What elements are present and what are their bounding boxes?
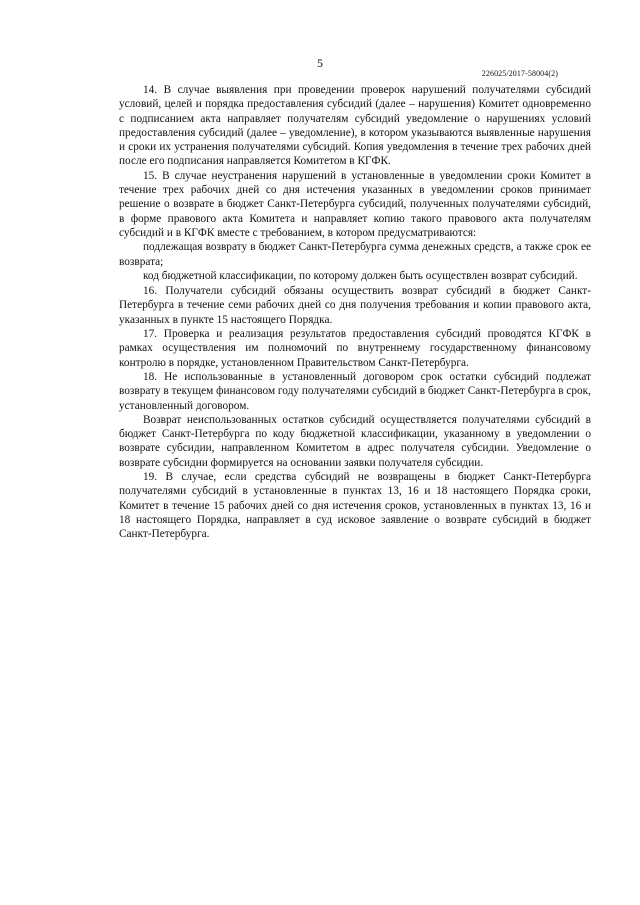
- paragraph-18-return: Возврат неиспользованных остатков субсидий осуществляется получателями субсидий в бюджет Санкт-Петербурга по коду бюджетной классификации, указанному в уведомлении о возврате субсидии, направленном Комитетом в адрес получателя субсидии. Уведомление о возврате субсидии формируется на основании заявки получателя субсидии.: [119, 413, 591, 469]
- paragraph-19: 19. В случае, если средства субсидий не возвращены в бюджет Санкт-Петербурга получателями субсидий в установленные в пунктах 13, 16 и 18 настоящего Порядка сроки, Комитет в течение 15 рабочих дней со дня истечения сроков, установленных в пунктах 13, 16 и 18 настоящего Порядка, направляет в суд исковое заявление о возврате субсидий в бюджет Санкт-Петербурга.: [119, 471, 591, 541]
- paragraph-15-item-amount: подлежащая возврату в бюджет Санкт-Петербурга сумма денежных средств, а также срок ее возврата;: [119, 241, 591, 268]
- page-number: 5: [317, 56, 323, 70]
- document-id: 226025/2017-58004(2): [481, 69, 558, 78]
- paragraph-15-item-budget-code: код бюджетной классификации, по которому должен быть осуществлен возврат субсидий.: [143, 269, 578, 282]
- paragraph-16: 16. Получатели субсидий обязаны осуществить возврат субсидий в бюджет Санкт-Петербурга в течение семи рабочих дней со дня получения требования и копии правового акта, указанных в пункте 15 настоящего Порядка.: [119, 285, 591, 326]
- paragraph-18: 18. Не использованные в установленный договором срок остатки субсидий подлежат возврату в текущем финансовом году получателями субсидий в бюджет Санкт-Петербурга в срок, установленный договором.: [119, 370, 591, 412]
- paragraph-15: 15. В случае неустранения нарушений в установленные в уведомлении сроки Комитет в течение трех рабочих дней со дня истечения указанных в уведомлении сроков принимает решение о возврате в бюджет Санкт-Петербурга субсидий, полученных получателями субсидий, в форме правового акта Комитета и направляет копию такого правового акта получателям субсидий и в КГФК вместе с требованием, в котором предусматриваются:: [119, 169, 591, 239]
- document-body: [119, 83, 591, 542]
- paragraph-17: 17. Проверка и реализация результатов предоставления субсидий проводятся КГФК в рамках осуществления им полномочий по внутреннему государственному финансовому контролю в порядке, установленном Правительством Санкт-Петербурга.: [119, 328, 591, 369]
- paragraph-14: 14. В случае выявления при проведении проверок нарушений получателями субсидий условий, целей и порядка предоставления субсидий (далее – нарушения) Комитет одновременно с подписанием акта направляет получателям субсидий уведомление о нарушениях условий предоставления субсидий (далее – уведомление), в котором указываются выявленные нарушения и сроки их устранения получателями субсидий. Копия уведомления в течение трех рабочих дней после его подписания направляется Комитетом в КГФК.: [119, 84, 591, 168]
